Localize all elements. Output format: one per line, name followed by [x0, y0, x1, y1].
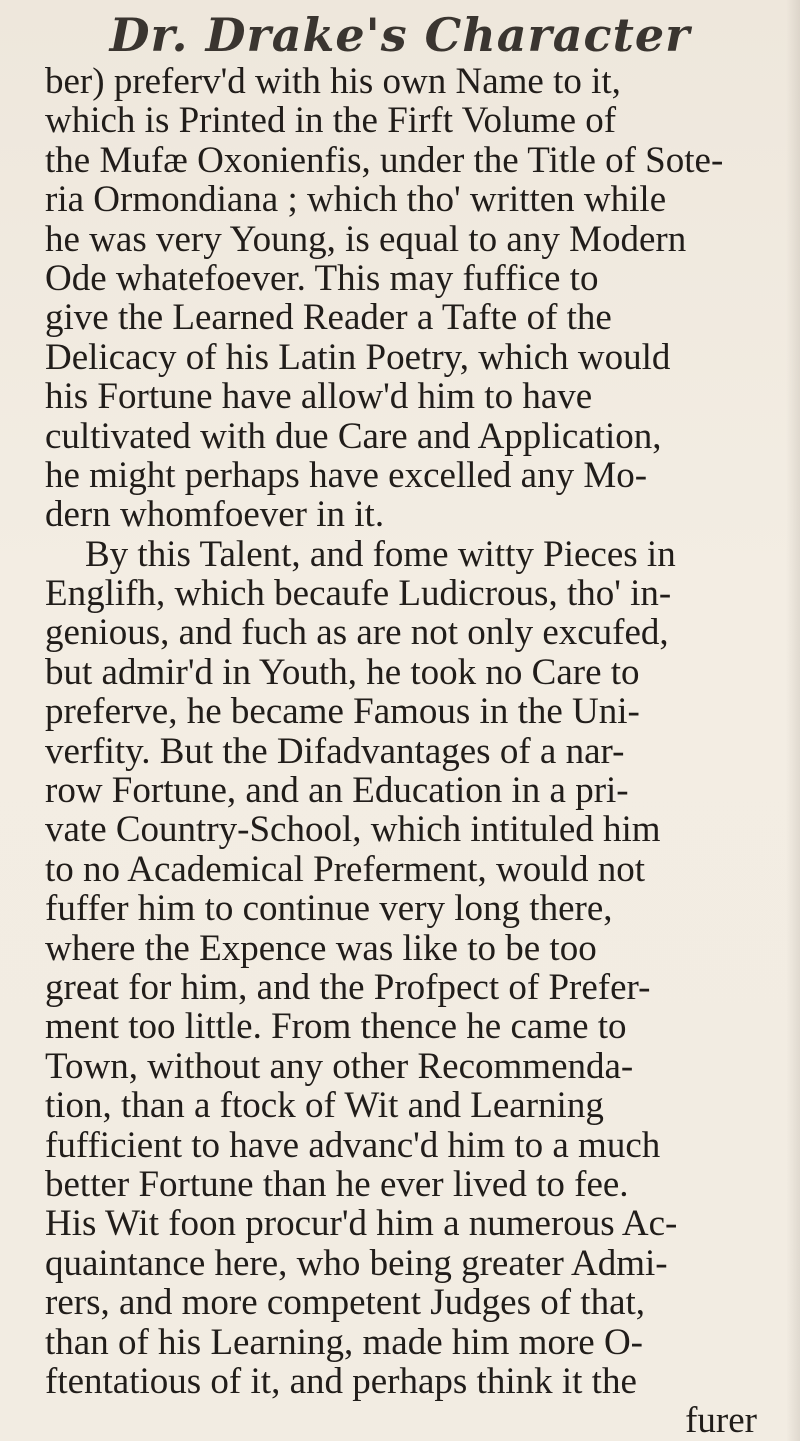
text-line: than of his Learning, made him more O-: [45, 1321, 643, 1363]
text-line: he was very Young, is equal to any Modern: [45, 218, 687, 260]
text-line: quaintance here, who being greater Admi-: [45, 1242, 668, 1284]
text-line: tion, than a ftock of Wit and Learning: [45, 1085, 604, 1127]
text-line: vate Country-School, which intituled him: [45, 809, 661, 851]
text-line: ria Ormondiana ; which tho' written while: [45, 179, 667, 221]
page-edge-shadow: [786, 0, 800, 1441]
text-line: Delicacy of his Latin Poetry, which would: [45, 336, 671, 378]
text-line: which is Printed in the Firft Volume of: [45, 100, 617, 142]
text-line: By this Talent, and fome witty Pieces in: [85, 533, 676, 575]
text-line: the Mufæ Oxonienfis, under the Title of Sote-: [45, 139, 724, 181]
body-text: [45, 62, 775, 1441]
text-line: rers, and more competent Judges of that,: [45, 1282, 646, 1324]
text-line: but admir'd in Youth, he took no Care to: [45, 651, 640, 693]
text-line: to no Academical Preferment, would not: [45, 848, 646, 890]
text-line: fufficient to have advanc'd him to a much: [45, 1124, 661, 1166]
text-line: Englifh, which becaufe Ludicrous, tho' in-: [45, 573, 672, 615]
text-line: better Fortune than he ever lived to fee.: [45, 1163, 629, 1205]
text-line: his Fortune have allow'd him to have: [45, 376, 593, 418]
text-line: he might perhaps have excelled any Mo-: [45, 454, 648, 496]
text-line: cultivated with due Care and Application,: [45, 415, 662, 457]
text-line: Town, without any other Recommenda-: [45, 1045, 634, 1087]
text-line: genious, and fuch as are not only excufed,: [45, 612, 669, 654]
text-line: ment too little. From thence he came to: [45, 1006, 627, 1048]
text-line: give the Learned Reader a Tafte of the: [45, 297, 612, 339]
text-line: ftentatious of it, and perhaps think it the: [45, 1360, 637, 1402]
text-line: dern whomfoever in it.: [45, 494, 385, 536]
text-line: where the Expence was like to be too: [45, 927, 597, 969]
text-line: fuffer him to continue very long there,: [45, 888, 613, 930]
running-head: Dr. Drake's Character: [109, 8, 691, 62]
text-line: His Wit foon procur'd him a numerous Ac-: [45, 1203, 678, 1245]
text-line: preferve, he became Famous in the Uni-: [45, 691, 640, 733]
text-line: ber) preferv'd with his own Name to it,: [45, 61, 621, 102]
text-line: verfity. But the Difadvantages of a nar-: [45, 730, 625, 772]
text-line: row Fortune, and an Education in a pri-: [45, 770, 629, 812]
text-line: great for him, and the Profpect of Prefer-: [45, 966, 651, 1008]
text-line: Ode whatefoever. This may fuffice to: [45, 257, 599, 299]
catchword: furer: [685, 1400, 757, 1441]
